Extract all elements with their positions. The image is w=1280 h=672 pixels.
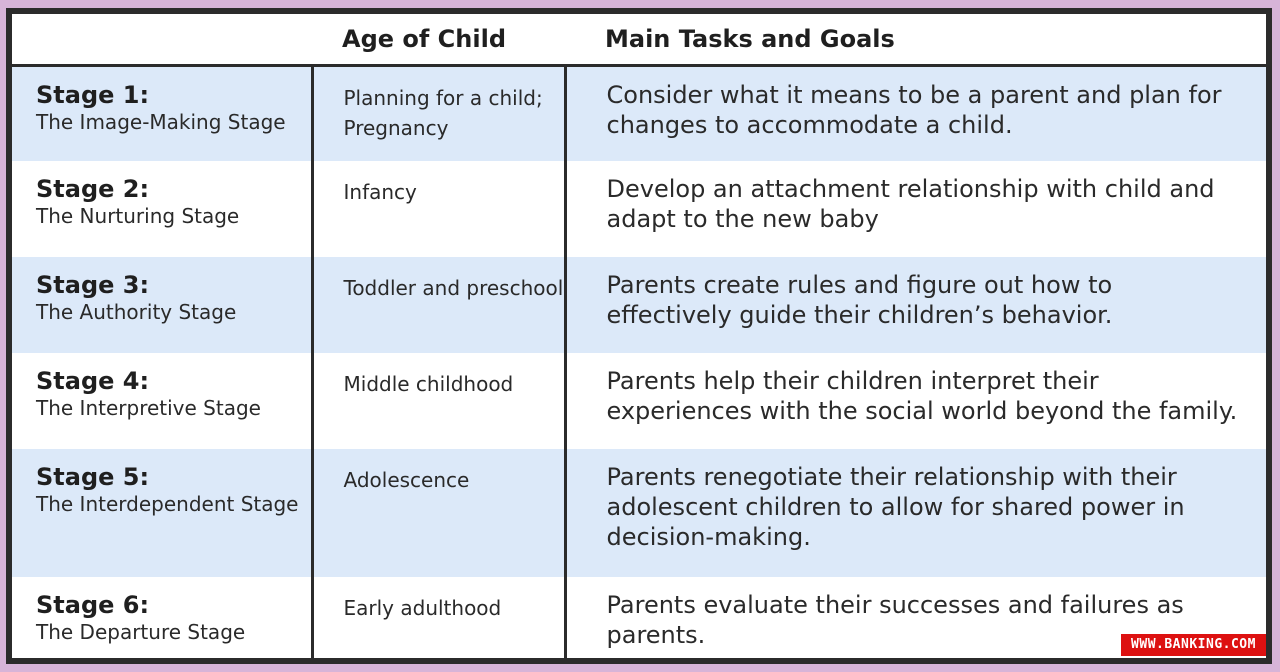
stage-number: Stage 5: [36, 463, 150, 491]
watermark-badge: WWW.BANKING.COM [1121, 634, 1266, 656]
stage-name: The Image-Making Stage [36, 110, 286, 134]
parenting-stages-table-container [12, 14, 1266, 658]
stage-cell [12, 577, 312, 658]
stage-number: Stage 1: [36, 81, 150, 109]
age-cell: Middle childhood [312, 353, 565, 449]
tasks-cell: Parents evaluate their successes and failures as parents. [565, 577, 1266, 658]
table-row [12, 449, 1266, 577]
tasks-cell: Develop an attachment relationship with child and adapt to the new baby [565, 161, 1266, 257]
age-cell: Infancy [312, 161, 565, 257]
table-row [12, 257, 1266, 353]
table-row [12, 161, 1266, 257]
header-row [12, 14, 1266, 66]
tasks-cell: Consider what it means to be a parent and plan for changes to accommodate a child. [565, 66, 1266, 162]
age-cell: Adolescence [312, 449, 565, 577]
stage-cell [12, 449, 312, 577]
tasks-cell: Parents create rules and figure out how to effectively guide their children’s behavior. [565, 257, 1266, 353]
stage-number: Stage 2: [36, 175, 150, 203]
parenting-stages-table [12, 14, 1266, 658]
age-cell: Planning for a child; Pregnancy [312, 66, 565, 162]
tasks-cell: Parents help their children interpret their experiences with the social world beyond the family. [565, 353, 1266, 449]
stage-cell [12, 161, 312, 257]
tasks-cell: Parents renegotiate their relationship with their adolescent children to allow for shared power in decision-making. [565, 449, 1266, 577]
header-stage [12, 14, 312, 66]
stage-cell [12, 66, 312, 162]
table-row [12, 66, 1266, 162]
stage-name: The Authority Stage [36, 300, 237, 324]
stage-name: The Interpretive Stage [36, 396, 261, 420]
stage-number: Stage 6: [36, 591, 150, 619]
stage-name: The Departure Stage [36, 620, 246, 644]
stage-name: The Nurturing Stage [36, 204, 240, 228]
age-cell: Early adulthood [312, 577, 565, 658]
stage-number: Stage 4: [36, 367, 150, 395]
stage-number: Stage 3: [36, 271, 150, 299]
stage-cell [12, 257, 312, 353]
age-cell: Toddler and preschool [312, 257, 565, 353]
stage-cell [12, 353, 312, 449]
header-main-tasks-and-goals: Main Tasks and Goals [565, 14, 1266, 66]
stage-name: The Interdependent Stage [36, 492, 299, 516]
table-row [12, 353, 1266, 449]
table-row [12, 577, 1266, 658]
header-age-of-child: Age of Child [312, 14, 565, 66]
